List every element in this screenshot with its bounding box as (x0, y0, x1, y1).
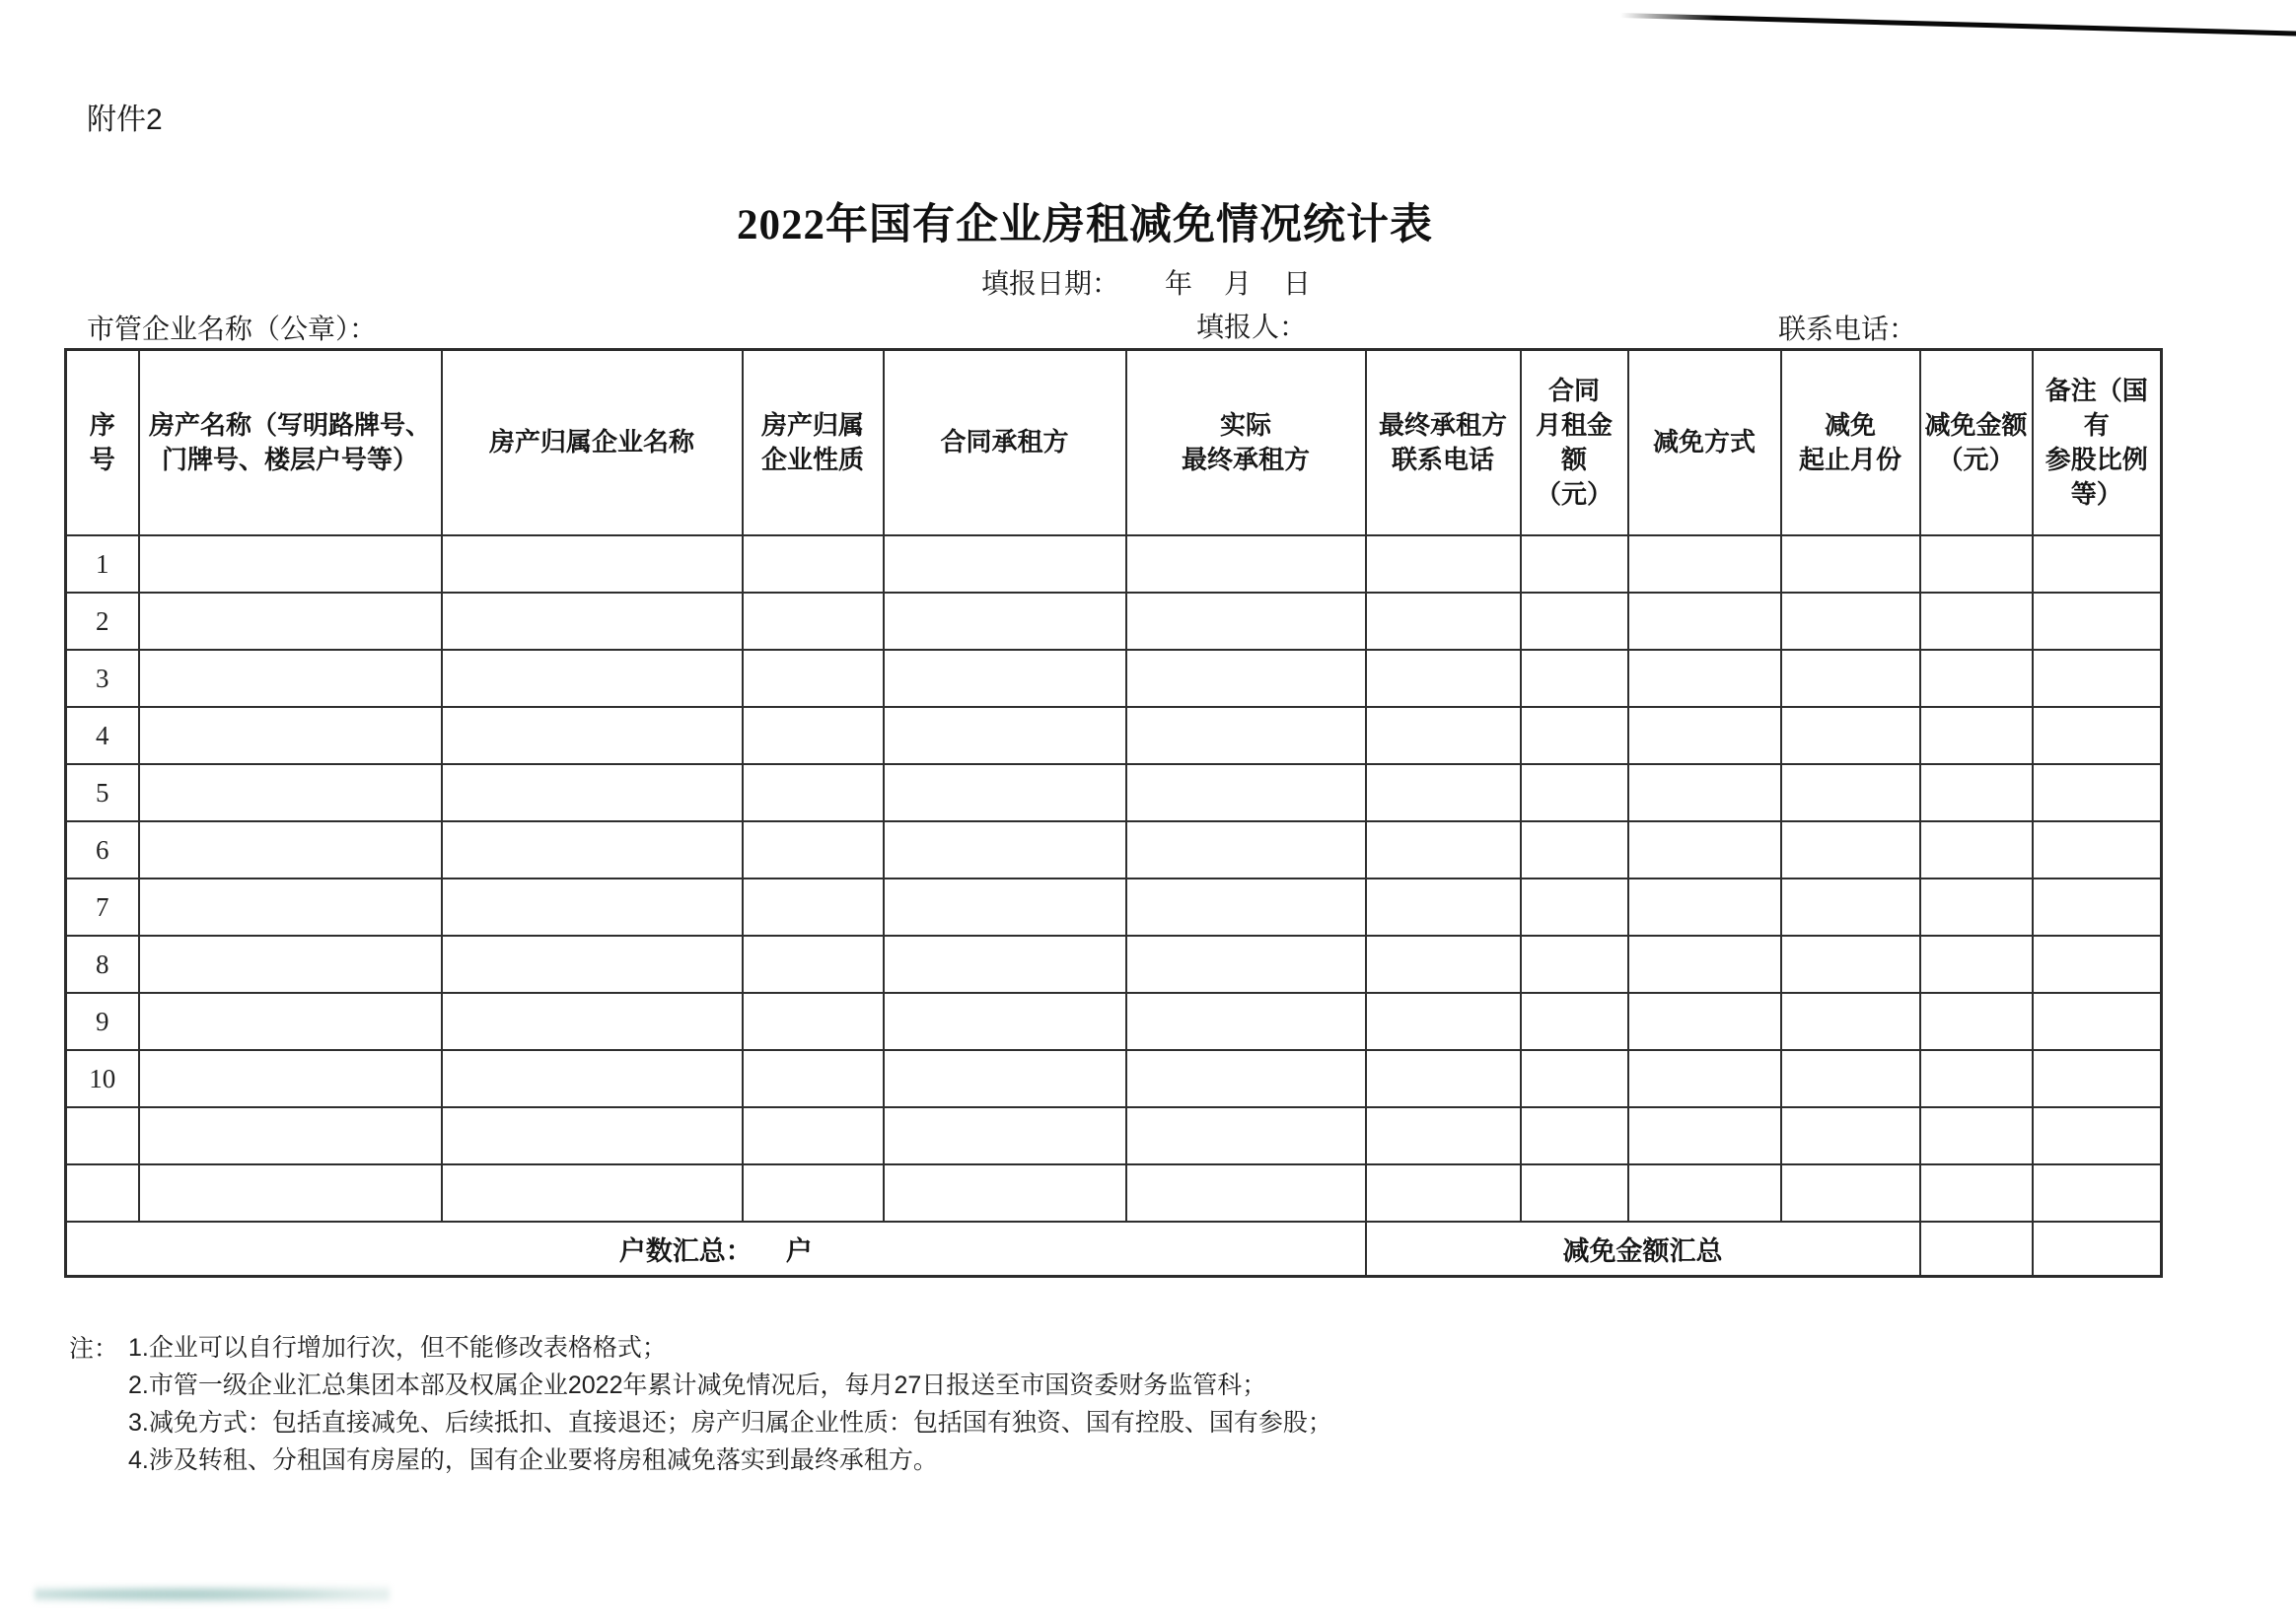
data-cell (1628, 1107, 1781, 1164)
data-cell (2033, 879, 2162, 936)
table-row (66, 650, 2162, 707)
data-cell (442, 821, 743, 879)
data-cell (1781, 1107, 1920, 1164)
data-cell (1366, 535, 1521, 593)
data-cell (139, 650, 442, 707)
row-number-cell: 8 (66, 936, 139, 993)
data-cell (1521, 1164, 1628, 1222)
report-date-line (981, 262, 1311, 302)
header-cell-col10: 减免 起止月份 (1781, 350, 1920, 536)
data-cell (743, 707, 884, 764)
data-cell (1366, 821, 1521, 879)
data-cell (139, 707, 442, 764)
data-cell (1126, 936, 1366, 993)
data-cell (2033, 650, 2162, 707)
data-cell (884, 1050, 1126, 1107)
data-cell (1521, 764, 1628, 821)
header-cell-col6: 实际 最终承租方 (1126, 350, 1366, 536)
company-name-label: 市管企业名称（公章）： (87, 314, 378, 344)
data-cell (442, 593, 743, 650)
data-cell (1781, 821, 1920, 879)
data-cell (442, 650, 743, 707)
data-cell (1628, 1050, 1781, 1107)
data-cell (1920, 707, 2033, 764)
data-cell (1126, 535, 1366, 593)
data-cell (1126, 1164, 1366, 1222)
bleed-through-smudge (35, 1583, 390, 1605)
data-cell (442, 707, 743, 764)
data-cell (139, 936, 442, 993)
data-cell (1781, 993, 1920, 1050)
data-cell (1920, 764, 2033, 821)
data-cell (1781, 879, 1920, 936)
table-row (66, 535, 2162, 593)
data-cell (1628, 764, 1781, 821)
row-number-cell: 4 (66, 707, 139, 764)
header-cell-col12: 备注（国有 参股比例 等） (2033, 350, 2162, 536)
data-cell (442, 1050, 743, 1107)
data-cell (1521, 650, 1628, 707)
data-cell (1366, 879, 1521, 936)
summary-households-unit: 户 (785, 1236, 813, 1266)
data-cell (1366, 936, 1521, 993)
scan-artifact-line (1620, 13, 2296, 36)
data-cell (1920, 1107, 2033, 1164)
summary-households-label: 户数汇总： (618, 1236, 753, 1266)
data-cell (1920, 535, 2033, 593)
data-cell (884, 936, 1126, 993)
data-cell (2033, 535, 2162, 593)
row-number-cell (66, 1107, 139, 1164)
data-cell (1521, 821, 1628, 879)
row-number-cell: 9 (66, 993, 139, 1050)
page-title: 2022年国有企业房租减免情况统计表 (737, 202, 1433, 248)
data-cell (884, 764, 1126, 821)
data-cell (1920, 650, 2033, 707)
header-cell-col7: 最终承租方 联系电话 (1366, 350, 1521, 536)
data-cell (743, 879, 884, 936)
data-cell (1781, 650, 1920, 707)
data-cell (139, 821, 442, 879)
data-cell (743, 764, 884, 821)
data-cell (1126, 1050, 1366, 1107)
table-row (66, 879, 2162, 936)
header-cell-col1: 序 号 (66, 350, 139, 536)
summary-empty-cell (1920, 1222, 2033, 1277)
header-cell-col2: 房产名称（写明路牌号、 门牌号、楼层户号等） (139, 350, 442, 536)
table-row (66, 1164, 2162, 1222)
data-cell (139, 1164, 442, 1222)
table-row (66, 936, 2162, 993)
data-cell (2033, 1164, 2162, 1222)
row-number-cell: 1 (66, 535, 139, 593)
data-cell (743, 1050, 884, 1107)
data-cell (743, 1107, 884, 1164)
header-cell-col8: 合同 月租金额 （元） (1521, 350, 1628, 536)
header-row (66, 350, 2162, 536)
data-cell (2033, 593, 2162, 650)
data-cell (1366, 707, 1521, 764)
table-row (66, 593, 2162, 650)
row-number-cell: 3 (66, 650, 139, 707)
data-cell (1628, 1164, 1781, 1222)
data-cell (1781, 1050, 1920, 1107)
notes-block (69, 1329, 1332, 1479)
data-cell (1521, 879, 1628, 936)
summary-households-cell (66, 1222, 1366, 1277)
data-cell (1920, 1050, 2033, 1107)
data-cell (884, 707, 1126, 764)
data-cell (1521, 535, 1628, 593)
data-cell (442, 879, 743, 936)
data-cell (1521, 707, 1628, 764)
data-cell (139, 1050, 442, 1107)
table-row (66, 1050, 2162, 1107)
data-cell (884, 650, 1126, 707)
header-cell-col4: 房产归属 企业性质 (743, 350, 884, 536)
data-cell (2033, 1107, 2162, 1164)
data-cell (1126, 993, 1366, 1050)
summary-empty-cell (2033, 1222, 2162, 1277)
data-cell (139, 879, 442, 936)
header-cell-col11: 减免金额 （元） (1920, 350, 2033, 536)
data-cell (743, 821, 884, 879)
note-line: 2.市管一级企业汇总集团本部及权属企业2022年累计减免情况后，每月27日报送至市国资委财务监管科； (128, 1371, 1267, 1399)
data-cell (1126, 764, 1366, 821)
notes-items (69, 1329, 1332, 1479)
note-line: 3.减免方式：包括直接减免、后续抵扣、直接退还；房产归属企业性质：包括国有独资、国有控股、国有参股； (128, 1409, 1332, 1437)
data-cell (1781, 535, 1920, 593)
summary-row (66, 1222, 2162, 1277)
header-cell-col9: 减免方式 (1628, 350, 1781, 536)
data-cell (884, 1107, 1126, 1164)
row-number-cell: 6 (66, 821, 139, 879)
data-cell (2033, 707, 2162, 764)
data-cell (442, 936, 743, 993)
data-cell (1628, 993, 1781, 1050)
data-cell (1366, 1107, 1521, 1164)
data-cell (1781, 764, 1920, 821)
data-cell (442, 764, 743, 821)
data-cell (442, 535, 743, 593)
data-cell (2033, 821, 2162, 879)
data-cell (2033, 936, 2162, 993)
row-number-cell: 10 (66, 1050, 139, 1107)
data-cell (1366, 1164, 1521, 1222)
table-row (66, 993, 2162, 1050)
data-cell (1781, 936, 1920, 993)
data-cell (884, 1164, 1126, 1222)
data-cell (743, 993, 884, 1050)
data-cell (139, 593, 442, 650)
data-cell (1521, 1050, 1628, 1107)
data-cell (1366, 593, 1521, 650)
filler-label: 填报人： (1196, 312, 1308, 342)
data-cell (743, 936, 884, 993)
row-number-cell: 7 (66, 879, 139, 936)
data-cell (1126, 1107, 1366, 1164)
data-cell (2033, 993, 2162, 1050)
data-cell (743, 1164, 884, 1222)
data-cell (1126, 879, 1366, 936)
data-cell (1920, 936, 2033, 993)
notes-prefix: 注： (69, 1335, 119, 1363)
data-cell (139, 535, 442, 593)
data-cell (1628, 593, 1781, 650)
data-cell (1628, 936, 1781, 993)
table-body (66, 535, 2162, 1277)
data-cell (1920, 879, 2033, 936)
data-cell (1781, 1164, 1920, 1222)
summary-amount-cell: 减免金额汇总 (1366, 1222, 1920, 1277)
data-cell (442, 993, 743, 1050)
data-cell (442, 1107, 743, 1164)
data-cell (1126, 821, 1366, 879)
data-cell (1366, 650, 1521, 707)
data-cell (1521, 1107, 1628, 1164)
data-cell (884, 993, 1126, 1050)
date-day-field: 日 (1283, 268, 1312, 299)
data-cell (1366, 764, 1521, 821)
phone-label: 联系电话： (1778, 314, 1917, 344)
data-cell (2033, 1050, 2162, 1107)
table-row (66, 1107, 2162, 1164)
header-cell-col3: 房产归属企业名称 (442, 350, 743, 536)
data-cell (884, 821, 1126, 879)
row-number-cell (66, 1164, 139, 1222)
row-number-cell: 2 (66, 593, 139, 650)
data-cell (743, 593, 884, 650)
row-number-cell: 5 (66, 764, 139, 821)
data-cell (1521, 993, 1628, 1050)
data-cell (1920, 821, 2033, 879)
data-cell (1920, 1164, 2033, 1222)
note-line: 4.涉及转租、分租国有房屋的，国有企业要将房租减免落实到最终承租方。 (128, 1446, 938, 1474)
data-cell (1366, 993, 1521, 1050)
table-row (66, 764, 2162, 821)
data-cell (1920, 593, 2033, 650)
data-cell (743, 650, 884, 707)
data-cell (139, 764, 442, 821)
data-cell (884, 593, 1126, 650)
data-cell (884, 879, 1126, 936)
data-cell (1521, 593, 1628, 650)
attachment-label: 附件2 (87, 104, 163, 136)
data-cell (1126, 650, 1366, 707)
data-cell (442, 1164, 743, 1222)
table-row (66, 821, 2162, 879)
date-month-field: 月 (1224, 268, 1253, 299)
data-cell (1628, 707, 1781, 764)
data-cell (1781, 593, 1920, 650)
data-cell (743, 535, 884, 593)
statistics-table (64, 348, 2163, 1278)
data-cell (1628, 650, 1781, 707)
data-cell (1366, 1050, 1521, 1107)
data-cell (1628, 879, 1781, 936)
data-cell (1628, 535, 1781, 593)
data-cell (1781, 707, 1920, 764)
data-cell (1126, 593, 1366, 650)
date-label: 填报日期： (981, 268, 1120, 299)
data-cell (884, 535, 1126, 593)
header-cell-col5: 合同承租方 (884, 350, 1126, 536)
data-cell (139, 993, 442, 1050)
data-cell (1126, 707, 1366, 764)
table-row (66, 707, 2162, 764)
data-cell (139, 1107, 442, 1164)
data-cell (1521, 936, 1628, 993)
date-year-field: 年 (1165, 268, 1193, 299)
data-cell (1628, 821, 1781, 879)
data-cell (1920, 993, 2033, 1050)
data-cell (2033, 764, 2162, 821)
note-line: 1.企业可以自行增加行次，但不能修改表格格式； (128, 1334, 667, 1362)
